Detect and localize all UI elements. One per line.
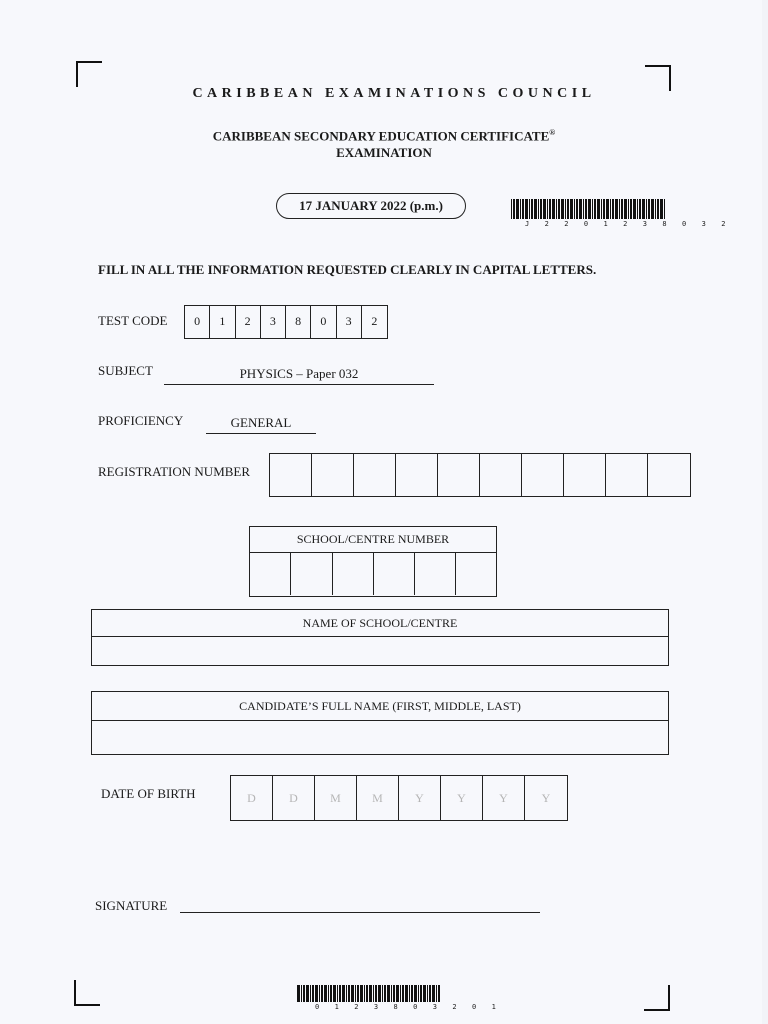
barcode-bar [565, 199, 566, 219]
barcode-bar [588, 199, 591, 219]
barcode-bar [409, 985, 410, 1002]
barcode-bar [319, 985, 320, 1002]
barcode-bar [520, 199, 521, 219]
barcode-bar [579, 199, 582, 219]
barcode-bar [511, 199, 512, 219]
barcode-bar [333, 985, 336, 1002]
barcode-bar [337, 985, 338, 1002]
school-centre-number-label: SCHOOL/CENTRE NUMBER [250, 527, 496, 553]
test-code-digit: 2 [236, 306, 261, 338]
date-of-birth-box-day[interactable]: D [231, 776, 273, 820]
registration-number-box[interactable] [522, 454, 564, 496]
date-of-birth-box-month[interactable]: M [315, 776, 357, 820]
registration-number-box[interactable] [564, 454, 606, 496]
barcode-bar [303, 985, 305, 1002]
barcode-bar [301, 985, 302, 1002]
crop-mark-bottom-left [74, 980, 100, 1006]
barcode-bar [592, 199, 593, 219]
barcode-bar [585, 199, 587, 219]
school-centre-number-table [249, 526, 497, 597]
barcode-bar [660, 199, 663, 219]
barcode-bar [522, 199, 524, 219]
barcode-bar [391, 985, 392, 1002]
test-code-boxes [184, 305, 388, 339]
barcode-bar [330, 985, 332, 1002]
bottom-barcode-bars [297, 985, 443, 1002]
barcode-bar [427, 985, 428, 1002]
registration-number-box[interactable] [270, 454, 312, 496]
registration-number-box[interactable] [354, 454, 396, 496]
barcode-bar [630, 199, 632, 219]
school-centre-name-table [91, 609, 669, 666]
barcode-bar [360, 985, 363, 1002]
barcode-bar [387, 985, 390, 1002]
barcode-bar [664, 199, 665, 219]
barcode-bar [516, 199, 519, 219]
barcode-bar [339, 985, 341, 1002]
barcode-bar [348, 985, 350, 1002]
barcode-bar [615, 199, 618, 219]
subject-label: SUBJECT [98, 363, 153, 378]
barcode-bar [651, 199, 654, 219]
certificate-title [0, 124, 768, 161]
barcode-bar [639, 199, 641, 219]
registration-number-box[interactable] [606, 454, 648, 496]
barcode-bar [637, 199, 638, 219]
subject-field[interactable]: PHYSICS – Paper 032 [164, 366, 434, 385]
barcode-bar [384, 985, 386, 1002]
school-centre-number-box[interactable] [374, 553, 415, 595]
top-barcode-bars [511, 199, 667, 219]
barcode-bar [576, 199, 578, 219]
barcode-bar [418, 985, 419, 1002]
date-of-birth-boxes [230, 775, 568, 821]
test-code-digit: 8 [286, 306, 311, 338]
date-of-birth-box-month[interactable]: M [357, 776, 399, 820]
barcode-bar [364, 985, 365, 1002]
test-code-digit: 1 [210, 306, 235, 338]
barcode-bar [610, 199, 611, 219]
test-code-digit: 0 [311, 306, 336, 338]
school-centre-number-box[interactable] [250, 553, 291, 595]
barcode-bar [628, 199, 629, 219]
crop-mark-bottom-right [644, 985, 670, 1011]
barcode-bar [411, 985, 413, 1002]
barcode-bar [373, 985, 374, 1002]
barcode-bar [552, 199, 555, 219]
barcode-bar [619, 199, 620, 219]
barcode-bar [606, 199, 609, 219]
barcode-bar [357, 985, 359, 1002]
barcode-bar [556, 199, 557, 219]
barcode-bar [538, 199, 539, 219]
barcode-bar [297, 985, 300, 1002]
barcode-bar [558, 199, 560, 219]
barcode-bar [547, 199, 548, 219]
certificate-line-1: CARIBBEAN SECONDARY EDUCATION CERTIFICATE [212, 128, 550, 144]
candidate-name-label: CANDIDATE’S FULL NAME (FIRST, MIDDLE, LAST) [92, 692, 668, 721]
barcode-bar [324, 985, 327, 1002]
school-centre-number-boxes [250, 553, 496, 595]
barcode-bar [382, 985, 383, 1002]
proficiency-label: PROFICIENCY [98, 413, 184, 428]
barcode-bar [624, 199, 627, 219]
barcode-bar [355, 985, 356, 1002]
school-centre-name-field[interactable] [92, 637, 668, 664]
barcode-bar [315, 985, 318, 1002]
registration-number-box[interactable] [480, 454, 522, 496]
school-centre-number-box[interactable] [291, 553, 332, 595]
registration-number-box[interactable] [312, 454, 354, 496]
registration-number-box[interactable] [438, 454, 480, 496]
bottom-barcode-digits: 0 1 2 3 8 0 3 2 0 1 [315, 1003, 502, 1011]
registration-number-label: REGISTRATION NUMBER [98, 464, 251, 479]
registration-number-box[interactable] [396, 454, 438, 496]
barcode-bar [567, 199, 569, 219]
instructions-text: FILL IN ALL THE INFORMATION REQUESTED CLEARLY IN CAPITAL LETTERS. [98, 262, 597, 277]
test-code-digit: 3 [261, 306, 286, 338]
barcode-bar [306, 985, 309, 1002]
barcode-bar [414, 985, 417, 1002]
barcode-bar [312, 985, 314, 1002]
barcode-bar [525, 199, 528, 219]
barcode-bar [436, 985, 437, 1002]
barcode-bar [531, 199, 533, 219]
barcode-bar [393, 985, 395, 1002]
date-of-birth-box-year[interactable]: Y [541, 791, 551, 805]
test-code-digit: 0 [185, 306, 210, 338]
date-of-birth-label: DATE OF BIRTH [101, 786, 196, 801]
barcode-bar [603, 199, 605, 219]
candidate-name-field[interactable] [92, 721, 668, 753]
test-code-digit: 3 [337, 306, 362, 338]
registration-number-boxes [269, 453, 691, 497]
barcode-bar [648, 199, 650, 219]
date-of-birth-box-day[interactable]: D [273, 776, 315, 820]
barcode-bar [402, 985, 404, 1002]
date-of-birth-box-year[interactable]: Y [483, 776, 525, 820]
registered-mark: ® [549, 128, 556, 137]
barcode-bar [420, 985, 422, 1002]
date-of-birth-box-year[interactable]: Y [399, 776, 441, 820]
barcode-bar [570, 199, 573, 219]
school-centre-number-box[interactable] [333, 553, 374, 595]
barcode-bar [642, 199, 645, 219]
barcode-bar [438, 985, 440, 1002]
school-centre-number-box[interactable] [415, 553, 456, 595]
school-centre-number-box[interactable] [456, 553, 496, 595]
barcode-bar [597, 199, 600, 219]
barcode-bar [534, 199, 537, 219]
barcode-bar [633, 199, 636, 219]
barcode-bar [583, 199, 584, 219]
barcode-bar [601, 199, 602, 219]
barcode-bar [375, 985, 377, 1002]
barcode-bar [346, 985, 347, 1002]
barcode-bar [351, 985, 354, 1002]
barcode-bar [657, 199, 659, 219]
barcode-bar [561, 199, 564, 219]
top-barcode-digits: J 2 2 0 1 2 3 8 0 3 2 [525, 220, 732, 228]
certificate-line-2: EXAMINATION [336, 145, 432, 161]
exam-date-badge: 17 JANUARY 2022 (p.m.) [276, 193, 466, 219]
school-centre-name-label: NAME OF SCHOOL/CENTRE [92, 610, 668, 637]
barcode-bar [423, 985, 426, 1002]
signature-label: SIGNATURE [95, 898, 168, 913]
barcode-bar [574, 199, 575, 219]
barcode-bar [429, 985, 431, 1002]
barcode-bar [655, 199, 656, 219]
registration-number-box[interactable] [648, 454, 690, 496]
barcode-bar [396, 985, 399, 1002]
barcode-bar [378, 985, 381, 1002]
barcode-bar [612, 199, 614, 219]
date-of-birth-box-year[interactable]: Y [441, 776, 483, 820]
barcode-bar [621, 199, 623, 219]
barcode-bar [405, 985, 408, 1002]
barcode-bar [400, 985, 401, 1002]
crop-mark-top-left [76, 61, 102, 87]
barcode-bar [342, 985, 345, 1002]
barcode-bar [369, 985, 372, 1002]
barcode-bar [328, 985, 329, 1002]
barcode-bar [513, 199, 515, 219]
barcode-bar [529, 199, 530, 219]
barcode-bar [540, 199, 542, 219]
top-barcode [511, 199, 731, 228]
barcode-bar [321, 985, 323, 1002]
candidate-name-table [91, 691, 669, 755]
barcode-bar [543, 199, 546, 219]
council-title: CARIBBEAN EXAMINATIONS COUNCIL [192, 86, 596, 101]
barcode-bar [549, 199, 551, 219]
barcode-bar [432, 985, 435, 1002]
barcode-bar [366, 985, 368, 1002]
test-code-digit: 2 [371, 314, 378, 328]
bottom-barcode [297, 985, 501, 1011]
test-code-label: TEST CODE [98, 313, 168, 328]
barcode-bar [310, 985, 311, 1002]
barcode-bar [646, 199, 647, 219]
barcode-bar [594, 199, 596, 219]
signature-line[interactable] [180, 912, 540, 913]
proficiency-field[interactable]: GENERAL [206, 415, 316, 434]
